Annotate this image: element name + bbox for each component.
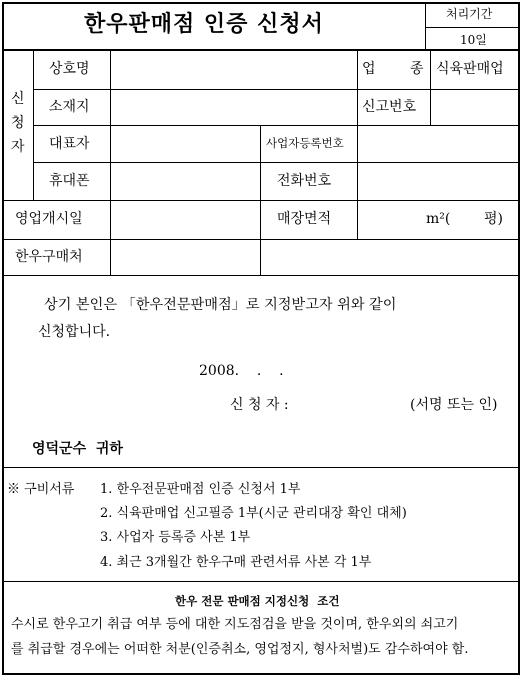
row-divider	[2, 239, 520, 240]
business-type-label: 업	[362, 61, 376, 77]
column-divider	[33, 49, 34, 200]
business-type-value: 식육판매업	[436, 61, 504, 77]
row-divider	[2, 200, 520, 201]
pyeong-unit: 평)	[484, 211, 503, 227]
applicant-section-label: 자	[11, 139, 25, 155]
column-divider	[357, 49, 358, 239]
representative-label: 대표자	[49, 136, 90, 152]
open-date-label: 영업개시일	[15, 211, 83, 227]
phone-field[interactable]	[359, 164, 519, 199]
conditions-line: 수시로 한우고기 취급 여부 등에 대한 지도점검을 받을 것이며, 한우외의 쇠고기	[11, 617, 459, 632]
row-divider	[33, 162, 520, 163]
applicant-signature-label: 신 청 자 :	[230, 397, 289, 413]
purchase-place-label: 한우구매처	[15, 249, 83, 265]
document-item: 1. 한우전문판매점 인증 신청서 1부	[100, 482, 301, 497]
document-item: 2. 식육판매업 신고필증 1부(시군 관리대장 확인 대체)	[100, 506, 407, 521]
business-reg-label: 사업자등록번호	[266, 136, 344, 150]
processing-box-divider	[425, 27, 520, 28]
documents-heading: ※ 구비서류	[7, 482, 75, 497]
application-date: 2008. . .	[199, 363, 284, 379]
area-unit: m²(	[426, 211, 451, 227]
report-number-field[interactable]	[432, 91, 519, 124]
purchase-place-field[interactable]	[112, 241, 259, 274]
mobile-label: 휴대폰	[49, 173, 90, 189]
business-reg-field[interactable]	[359, 127, 519, 161]
row-divider	[33, 89, 520, 90]
statement-line: 신청합니다.	[38, 324, 111, 340]
form-title: 한우판매점 인증 신청서	[84, 11, 324, 37]
conditions-title: 한우 전문 판매점 지정신청 조건	[175, 594, 340, 608]
mobile-field[interactable]	[112, 164, 259, 199]
business-name-field[interactable]	[112, 51, 356, 88]
section-divider	[2, 581, 520, 582]
applicant-section-label: 신	[11, 91, 25, 107]
report-number-label: 신고번호	[362, 99, 417, 115]
applicant-section-label: 청	[11, 115, 25, 131]
address-label: 소재지	[49, 99, 90, 115]
processing-box-border	[425, 2, 426, 49]
open-date-field[interactable]	[112, 202, 259, 238]
row-divider	[2, 275, 520, 276]
document-item: 4. 최근 3개월간 한우구매 관련서류 사본 각 1부	[100, 555, 372, 570]
address-field[interactable]	[112, 91, 356, 124]
processing-period-value: 10일	[460, 33, 487, 47]
statement-line: 상기 본인은 「한우전문판매점」로 지정받고자 위와 같이	[44, 297, 397, 313]
phone-label: 전화번호	[277, 173, 332, 189]
store-area-label: 매장면적	[277, 211, 332, 227]
column-divider	[110, 49, 111, 275]
representative-field[interactable]	[112, 127, 259, 161]
recipient: 영덕군수 귀하	[32, 441, 123, 457]
processing-period-label: 처리기간	[446, 7, 493, 21]
business-type-label: 종	[410, 61, 424, 77]
column-divider	[430, 49, 431, 125]
document-item: 3. 사업자 등록증 사본 1부	[100, 530, 251, 545]
row-divider	[33, 125, 520, 126]
conditions-line: 를 취급할 경우에는 어떠한 처분(인증취소, 영업정지, 형사처벌)도 감수하여야 함.	[11, 642, 469, 657]
signature-note: (서명 또는 인)	[410, 397, 498, 413]
column-divider	[260, 125, 261, 275]
business-name-label: 상호명	[49, 61, 90, 77]
section-divider	[2, 467, 520, 468]
